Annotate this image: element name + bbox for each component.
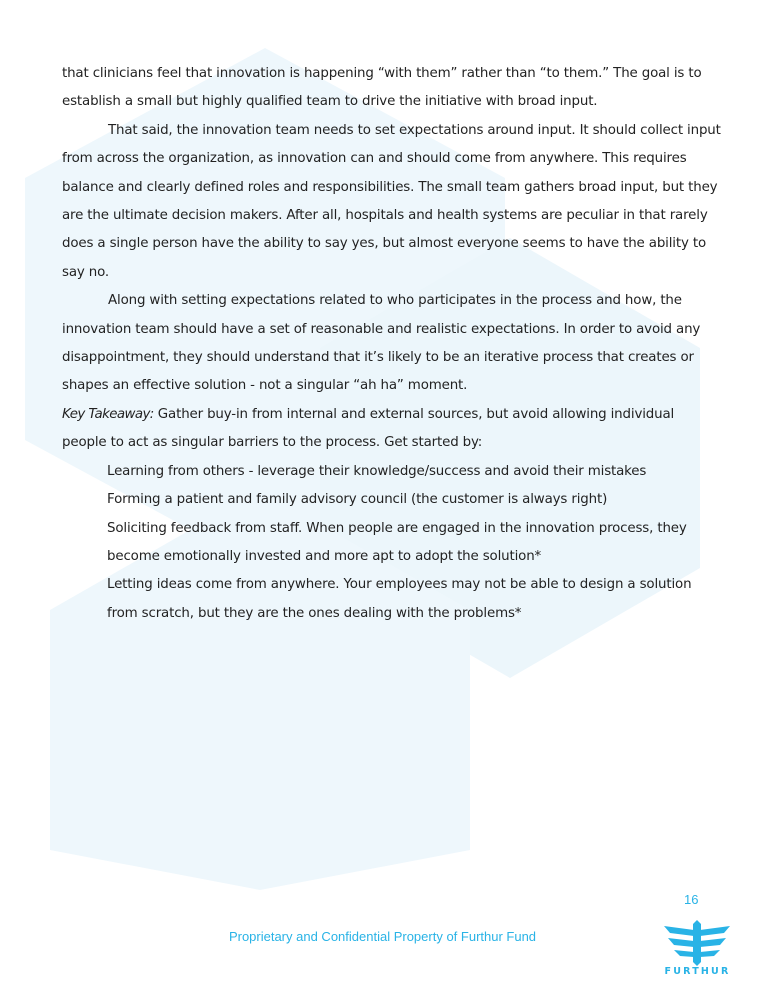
key-takeaway-text: Gather buy-in from internal and external sources, but avoid allowing individual people to act as singular barriers to the process. Get started by: — [62, 406, 675, 451]
list-item: Letting ideas come from anywhere. Your employees may not be able to design a solution from scratch, but they are the ones dealing with the problems* — [107, 577, 692, 621]
page-number: 16 — [684, 892, 699, 907]
list-item: Soliciting feedback from staff. When people are engaged in the innovation process, they become emotionally invested and more apt to adopt the solution* — [107, 520, 687, 564]
list-item: Forming a patient and family advisory council (the customer is always right) — [107, 492, 608, 508]
footer-confidential-text: Proprietary and Confidential Property of Furthur Fund — [228, 929, 537, 944]
key-takeaway-label: Key Takeaway: — [62, 406, 154, 422]
action-list — [62, 458, 722, 628]
paragraph-2: That said, the innovation team needs to set expectations around input. It should collect input from across the organization, as innovation can and should come from anywhere. This requires balance and clearly defined roles and responsibilities. The small team gathers broad input, but they are the ultimate decision makers. After all, hospitals and health systems are peculiar in that rarely does a single person have the ability to say yes, but almost everyone seems to have the ability to say no. — [62, 122, 721, 280]
list-item: Learning from others - leverage their knowledge/success and avoid their mistakes — [107, 463, 647, 479]
key-takeaway — [62, 401, 722, 458]
document-body — [62, 60, 722, 628]
logo-wordmark: FURTHUR — [664, 966, 731, 977]
paragraph-3: Along with setting expectations related to who participates in the process and how, the innovation team should have a set of reasonable and realistic expectations. In order to avoid any disappointment, they should understand that it’s likely to be an iterative process that creates or shapes an effective solution - not a singular “ah ha” moment. — [62, 293, 701, 394]
paragraph-1: that clinicians feel that innovation is happening “with them” rather than “to them.” The goal is to establish a small but highly qualified team to drive the initiative with broad input. — [62, 66, 702, 110]
